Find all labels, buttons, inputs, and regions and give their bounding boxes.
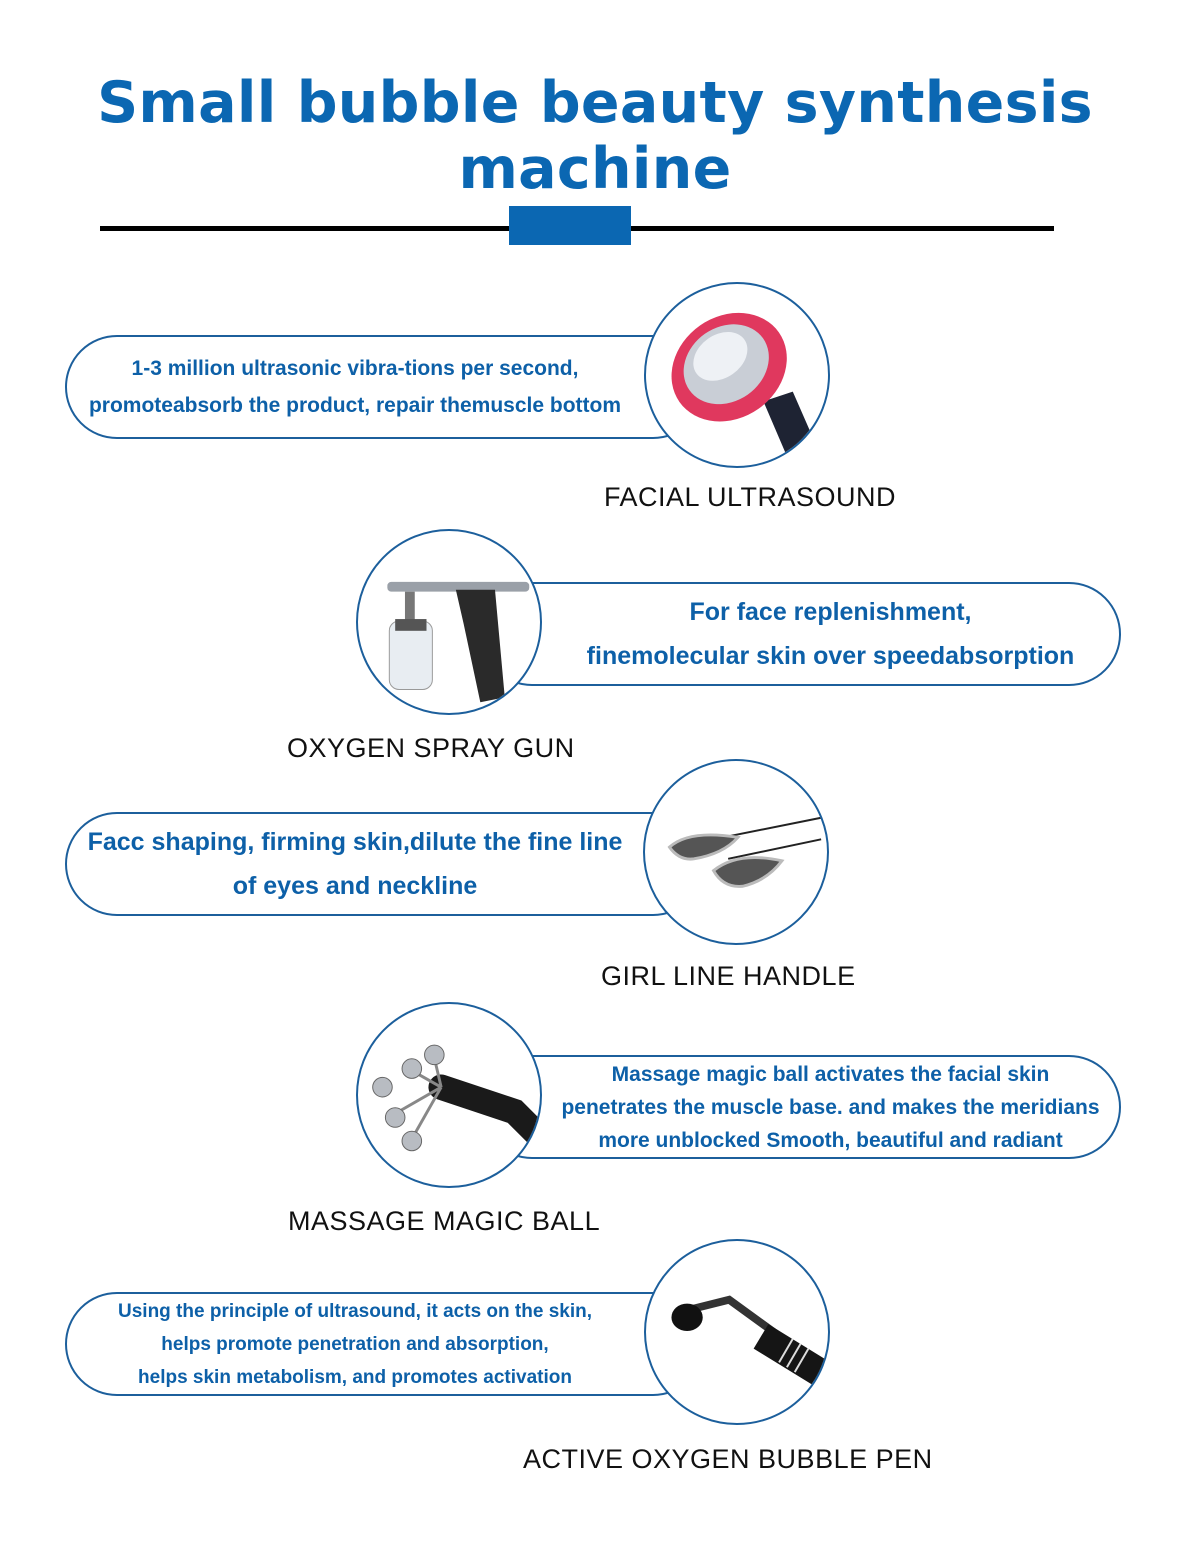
feature-label: FACIAL ULTRASOUND — [604, 482, 897, 512]
description-line: penetrates the muscle base. and makes the meridians — [561, 1095, 1100, 1119]
bubble-pen-icon — [644, 1239, 830, 1425]
description-line: helps promote penetration and absorption, — [161, 1333, 549, 1355]
feature-description-facial-ultrasound — [65, 335, 705, 439]
description-line: 1-3 million ultrasonic vibra-tions per second, — [131, 357, 579, 380]
description-line: finemolecular skin over speedabsorption — [586, 642, 1075, 670]
description-line: For face replenishment, — [689, 598, 972, 626]
feature-description-massage-magic-ball — [480, 1055, 1121, 1159]
feature-description-active-oxygen-bubble-pen — [65, 1292, 705, 1396]
feature-label: OXYGEN SPRAY GUN — [287, 733, 575, 763]
description-line: helps skin metabolism, and promotes activation — [138, 1366, 572, 1388]
page-title: Small bubble beauty synthesis machine — [97, 70, 1093, 202]
divider-accent — [509, 206, 631, 245]
handle-icon — [643, 759, 829, 945]
description-line: Facc shaping, firming skin,dilute the fine line — [87, 828, 623, 856]
description-line: Using the principle of ultrasound, it acts on the skin, — [118, 1300, 592, 1322]
feature-description-oxygen-spray-gun — [480, 582, 1121, 686]
description-line: promoteabsorb the product, repair themuscle bottom — [88, 394, 622, 417]
ultrasound-probe-icon — [644, 282, 830, 468]
magic-ball-icon — [356, 1002, 542, 1188]
description-line: of eyes and neckline — [232, 872, 478, 900]
spray-gun-icon — [356, 529, 542, 715]
feature-description-girl-line-handle — [65, 812, 705, 916]
feature-label: GIRL LINE HANDLE — [601, 961, 856, 991]
description-line: Massage magic ball activates the facial skin — [611, 1062, 1050, 1086]
description-line: more unblocked Smooth, beautiful and radiant — [598, 1128, 1063, 1152]
feature-label: MASSAGE MAGIC BALL — [288, 1206, 601, 1236]
feature-label: ACTIVE OXYGEN BUBBLE PEN — [523, 1444, 933, 1474]
